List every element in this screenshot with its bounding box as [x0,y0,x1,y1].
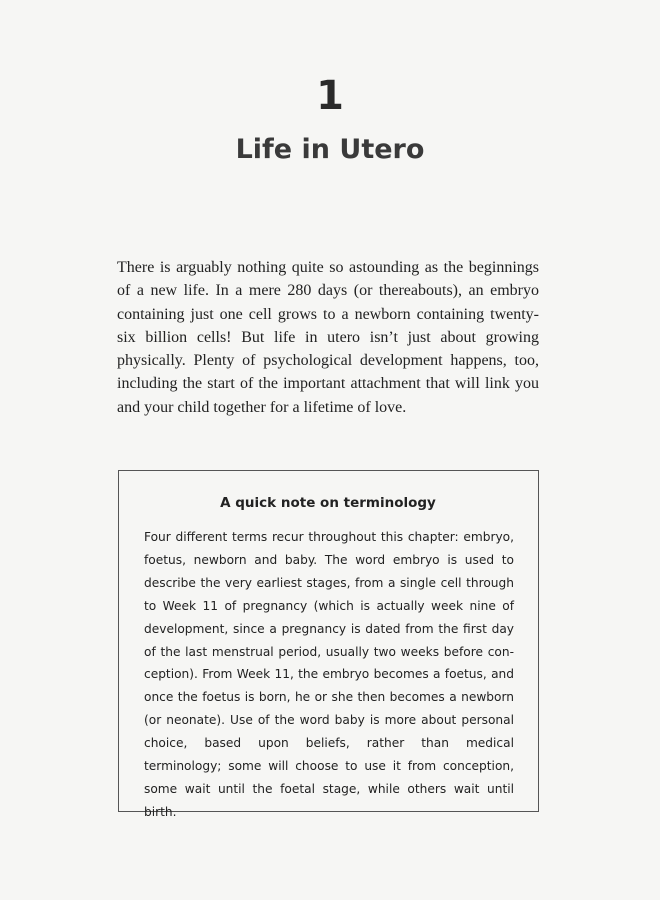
note-heading: A quick note on terminology [220,495,436,511]
chapter-number: 1 [316,73,344,119]
note-body: Four different terms recur throughout this chapter: embryo, foetus, newborn and baby. The word embryo is used to describe the very earliest stages, from a single cell through to Week 11 of pregnancy (which is actually week nine of development, since a pregnancy is dated from the first day of the last menstrual period, usually two weeks before conception). From Week 11, the embryo becomes a foetus, and once the foetus is born, he or she then becomes a newborn (or neonate). Use of the word baby is more about personal choice, based upon beliefs, rather than medical terminology; some will choose to use it from conception, some wait until the foetal stage, while others wait until birth. [144,530,514,819]
terminology-note-box [118,470,539,819]
intro-paragraph: There is arguably nothing quite so astounding as the beginnings of a new life. In a mere 280 days (or thereabouts), an embryo containing just one cell grows to a newborn containing twenty-six billion cells! But life in utero isn’t just about growing physically. Plenty of psychological development happens, too, including the start of the important attachment that will link you and your child together for a lifetime of love. [117,259,539,416]
chapter-title: Life in Utero [235,134,425,165]
